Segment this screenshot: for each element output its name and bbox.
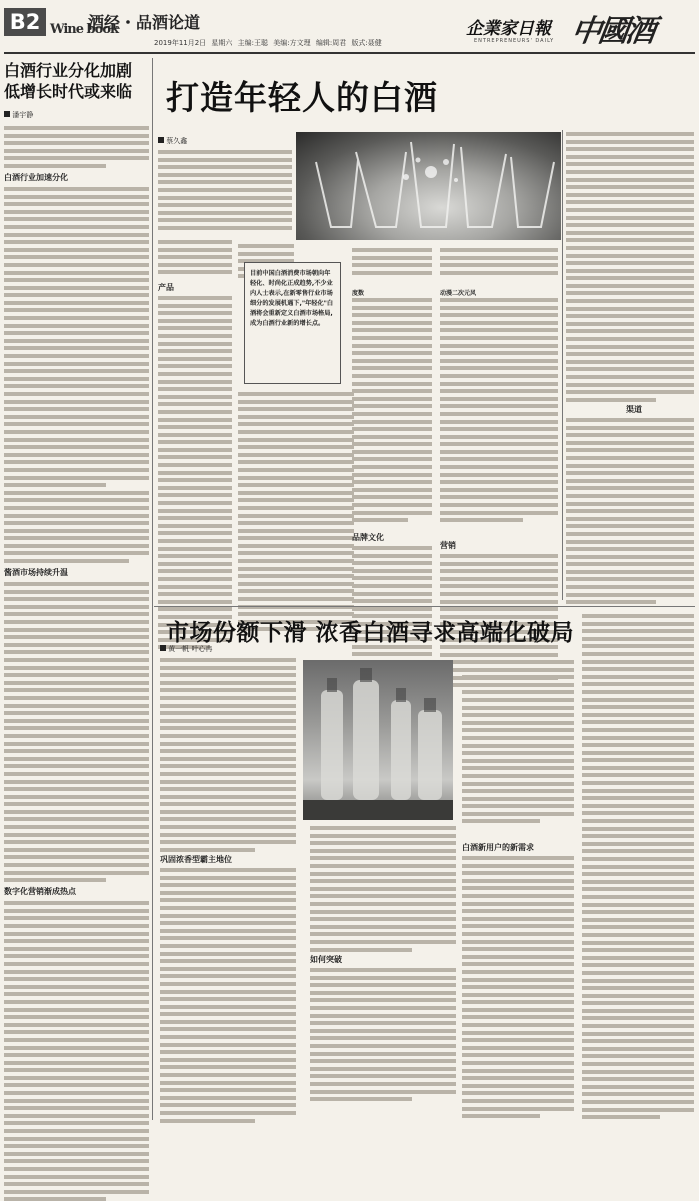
article1-term-anime: 动漫二次元风 [440,290,477,297]
left-byline-name: 潘宇静 [12,111,34,119]
masthead-title: 企業家日報 [466,19,551,39]
date-line: 2019年11月2日 [154,39,207,47]
page-code-badge [4,8,46,36]
article1-subhead-marketing: 营销 [440,541,456,550]
left-headline: 白酒行业分化加剧 低增长时代或来临 [4,61,133,101]
art-editor: 美编:方文理 [273,39,311,47]
page-code: B2 [9,10,41,34]
left-subhead-2: 酱酒市场持续升温 [4,568,68,578]
glasses-illustration [296,132,561,240]
left-column [4,60,149,1120]
article2-col2-body-b [310,968,456,1105]
section-en-text: Wine book [50,22,118,37]
article1-subhead-channel: 渠道 [626,405,642,414]
article1-col4-body-a [440,298,558,526]
article2-headline: 市场份额下滑 浓香白酒寻求高端化破局 [166,620,575,646]
article1-col5-body-b [566,418,694,608]
toast-photo [296,132,561,240]
left-byline [4,110,149,120]
pull-quote-text: 目前中国白酒消费市场朝向年轻化、时尚化正成趋势,不少业内人士表示,在新零售行业市场细分的发展机遇下,"年轻化"白酒将会重新定义白酒市场格局,成为白酒行业新的增长点。 [250,270,334,327]
article-separator [154,606,695,607]
article2-col4-body [582,614,694,1123]
byline-square-icon [4,111,10,117]
byline-square-icon [160,645,166,651]
article1-byline [158,136,187,146]
article1-col5-body-a [566,132,694,405]
article2-col2-body-a [310,826,456,955]
article1-col4-top [440,248,558,278]
left-body-2 [4,187,149,563]
editor2: 编辑:周君 [315,39,347,47]
header-bar [4,6,695,52]
article1-col-divider [562,130,563,600]
article2-col1-body-b [160,868,296,1126]
left-subhead-3: 数字化营销渐成热点 [4,887,76,897]
left-subhead-1: 白酒行业加速分化 [4,172,68,182]
left-body-1 [4,126,149,168]
article1-byline-name: 蔡久鑫 [166,137,188,145]
proof-editor: 版式:聂健 [351,39,382,47]
article1-col3-top [352,248,432,278]
header-rule [4,52,695,54]
article2-byline-name: 黄一帆 叶心冉 [168,645,213,653]
article1-col1b-top [158,240,232,278]
article1-col2-body [238,392,354,635]
article2-subhead-breakthrough: 如何突破 [310,955,342,964]
byline-square-icon [158,137,164,143]
bottle-illustration [303,660,453,820]
article1-col3-body-a [352,298,432,526]
masthead-en: ENTREPRENEURS' DAILY [474,38,555,44]
article1-subhead-brand: 品牌文化 [352,533,384,542]
article2-subhead-consolidate: 巩固浓香型霸主地位 [160,855,232,864]
masthead-calligraphy-logo [569,6,656,50]
article1-headline: 打造年轻人的白酒 [166,78,438,117]
article2-byline [160,644,212,654]
article2-col3-body-b [462,856,574,1122]
date-info [154,38,382,48]
article1-subhead-product: 产品 [158,283,174,292]
liquor-bottle-photo [303,660,453,820]
article1-term-degree: 度数 [352,290,365,297]
article2-col3-body-a [462,660,574,827]
section-title: 酒经・品酒论道 [88,13,201,32]
article2-subhead-newusers: 白酒新用户的新需求 [462,843,534,852]
left-body-4 [4,901,149,1201]
pull-quote-box [244,262,341,384]
editor: 主编:王聪 [237,39,269,47]
article1-col1-body [158,296,232,653]
weekday: 星期六 [211,39,233,47]
article2-col1-body-a [160,658,296,855]
article1-col2-top [238,150,292,234]
masthead-art: 中國酒 [569,14,655,49]
left-body-3 [4,582,149,882]
left-column-divider [152,58,153,1120]
